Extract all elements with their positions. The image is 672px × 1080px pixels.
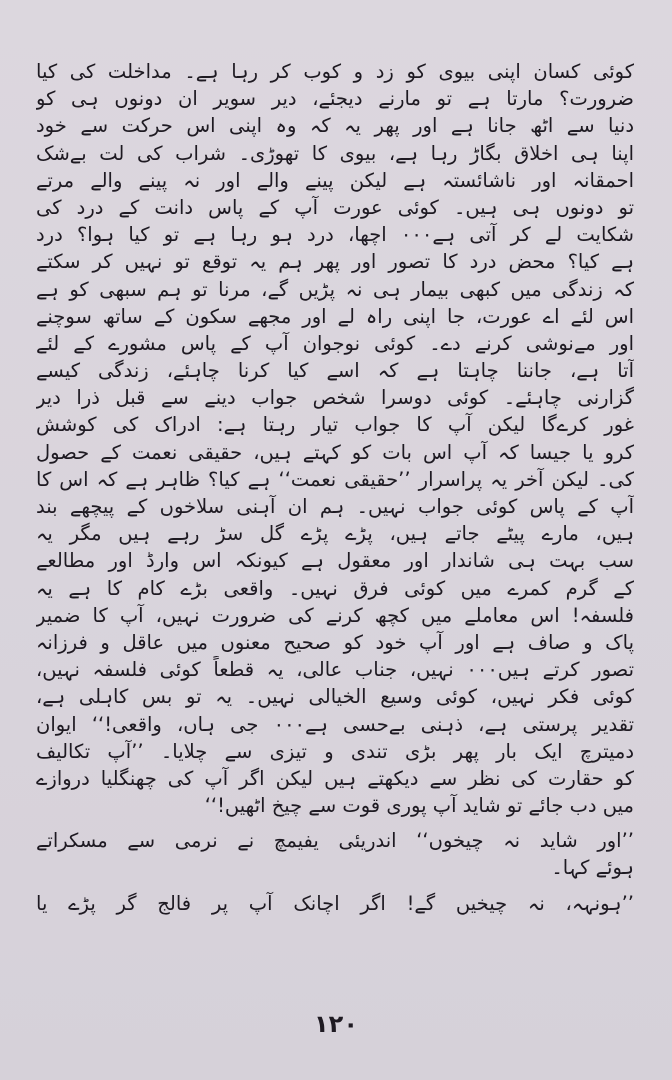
text-line: دنیا سے اٹھ جانا ہے اور پھر یہ کہ وہ اپنی اس حرکت سے خود xyxy=(36,114,634,138)
text-line: ہیں، مارے پیٹے جاتے ہیں، پڑے پڑے گل سڑ رہے ہیں مگر یہ xyxy=(36,522,634,546)
page-number: ۱۲۰ xyxy=(314,1010,358,1038)
text-line: کو حقارت کی نظر سے دیکھتے ہیں لیکن اگر آپ کی چھنگلیا دروازے xyxy=(36,766,634,790)
text-line: سب بہت ہی شاندار اور معقول ہے کیونکہ اس وارڈ اور مطالعے xyxy=(36,549,634,573)
text-line: کوئی فکر نہیں، کوئی وسیع الخیالی نہیں۔ یہ تو بس کاہلی ہے، xyxy=(36,685,634,709)
text-line: اس لئے اے عورت، جا اپنی راہ لے اور مجھے سکون کے ساتھ سوچنے xyxy=(36,304,634,328)
text-line: پاک و صاف ہے اور آپ خود کو صحیح معنوں میں عاقل و فرزانہ xyxy=(36,630,634,654)
text-line: ہے کیا؟ محض درد کا تصور اور پھر ہم یہ توقع تو نہیں کر سکتے xyxy=(36,250,634,274)
text-line: کی۔ لیکن آخر یہ پراسرار ’’حقیقی نعمت‘‘ ہے کیا؟ ظاہر ہے کہ اس کا xyxy=(36,467,634,491)
text-line: میں دب جائے تو شاید آپ پوری قوت سے چیخ اٹھیں!‘‘ xyxy=(204,794,634,818)
text-line: گزارنی چاہئے۔ کوئی دوسرا شخص جواب دینے سے قبل ذرا دیر xyxy=(36,386,634,410)
text-line: اپنا ہی اخلاق بگاڑ رہا ہے، بیوی کا تھوڑی۔ شراب کی لت بےشک xyxy=(36,141,634,165)
text-line: آپ کے پاس کوئی جواب نہیں۔ ہم ان آہنی سلاخوں کے پیچھے بند xyxy=(36,495,634,518)
text-line: آتا ہے، جاننا چاہتا ہے کہ اسے کیا کرنا چاہئے، زندگی کیسے xyxy=(36,359,634,383)
text-line: شکایت لے کر آتی ہے۰۰۰ اچھا، درد ہو رہا ہے تو کیا ہوا؟ درد xyxy=(36,223,634,247)
text-line: غور کرےگا لیکن آپ کا جواب تیار رہتا ہے: ادراک کی کوشش xyxy=(36,413,634,437)
text-line: کہ زندگی میں کبھی بیمار ہی نہ پڑیں گے، مرنا تو ہم سبھی کو ہے xyxy=(36,277,634,301)
text-line: ضرورت؟ مارتا ہے تو مارنے دیجئے، دیر سویر ان دونوں ہی کو xyxy=(36,87,634,111)
text-line: احمقانہ اور ناشائستہ ہے لیکن پینے والے اور نہ پینے والے مرتے xyxy=(36,168,634,192)
text-line: تقدیر پرستی ہے، ذہنی بےحسی ہے۰۰۰ جی ہاں، واقعی!‘‘ ایوان xyxy=(36,712,634,736)
text-line: تصور کرتے ہیں۰۰۰ نہیں، جناب عالی، یہ قطعاً کوئی فلسفہ نہیں، xyxy=(36,658,634,682)
text-line: اور مےنوشی کرنے دے۔ کوئی نوجوان آپ کے پاس مشورے کے لئے xyxy=(36,331,634,355)
text-line: ہوئے کہا۔ xyxy=(551,856,634,880)
text-line: ’’اور شاید نہ چیخوں‘‘ اندریئی یفیمچ نے نرمی سے مسکراتے xyxy=(36,829,634,853)
text-line: کرو یا جیسا کہ آپ اس بات کو کہتے ہیں، حقیقی نعمت کے حصول xyxy=(36,440,634,464)
body-text xyxy=(36,58,634,917)
text-line: کے گرم کمرے میں کوئی فرق نہیں۔ واقعی بڑے کام کا ہے یہ xyxy=(36,576,634,600)
text-line: تو دونوں ہی ہیں۔ کوئی عورت آپ کے پاس دانت کے درد کی xyxy=(36,195,634,219)
text-line: دمیترچ ایک بار پھر بڑی تندی و تیزی سے چلایا۔ ’’آپ تکالیف xyxy=(36,739,634,763)
text-line: ’’ہونہہ، نہ چیخیں گے! اگر اچانک آپ پر فالج گر پڑے یا xyxy=(36,891,634,915)
text-line: کوئی کسان اپنی بیوی کو زد و کوب کر رہا ہے۔ مداخلت کی کیا xyxy=(36,60,634,83)
text-line: فلسفہ! اس معاملے میں کچھ کرنے کی ضرورت نہیں، آپ کا ضمیر xyxy=(36,603,634,627)
